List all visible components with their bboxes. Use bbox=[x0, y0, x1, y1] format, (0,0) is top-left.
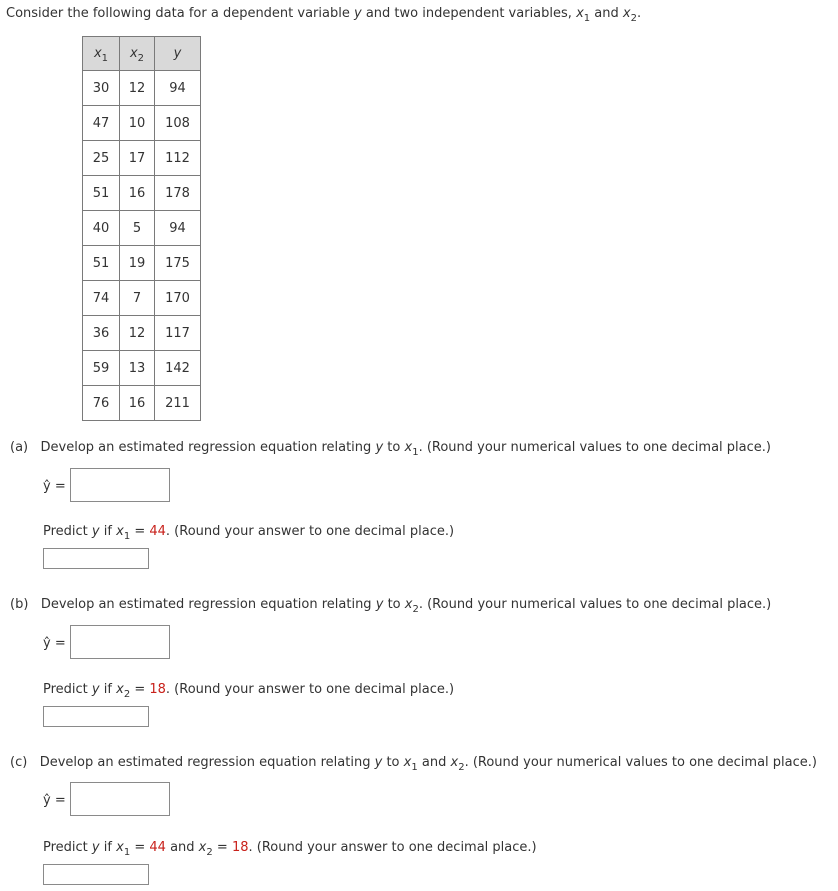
header-x2: $x_2$ bbox=[120, 37, 155, 71]
part-c-prediction-input[interactable] bbox=[43, 864, 149, 885]
cell-x2: 16 bbox=[120, 386, 155, 421]
part-a-prediction-input[interactable] bbox=[43, 548, 149, 569]
cell-y: 94 bbox=[155, 71, 201, 106]
cell-x1: 51 bbox=[83, 246, 120, 281]
table-row bbox=[83, 281, 201, 316]
table-row bbox=[83, 176, 201, 211]
cell-y: 94 bbox=[155, 211, 201, 246]
cell-x1: 74 bbox=[83, 281, 120, 316]
part-c-question: (c) Develop an estimated regression equation relating y to $x_1$ and $x_2$. (Round your numerical values to one decimal place.) bbox=[10, 755, 817, 773]
part-b-question: (b) Develop an estimated regression equation relating y to $x_2$. (Round your numerical values to one decimal place.) bbox=[10, 597, 772, 615]
header-y: y bbox=[155, 37, 201, 71]
table-row bbox=[83, 351, 201, 386]
cell-x2: 17 bbox=[120, 141, 155, 176]
cell-y: 117 bbox=[155, 316, 201, 351]
cell-x2: 12 bbox=[120, 71, 155, 106]
table-row bbox=[83, 386, 201, 421]
part-a-predict-text: Predict y if $x_1 = 44$. (Round your answer to one decimal place.) bbox=[43, 524, 455, 542]
cell-y: 112 bbox=[155, 141, 201, 176]
cell-y: 170 bbox=[155, 281, 201, 316]
cell-y: 108 bbox=[155, 106, 201, 141]
cell-x1: 30 bbox=[83, 71, 120, 106]
header-x1: $x_1$ bbox=[83, 37, 120, 71]
table-row bbox=[83, 316, 201, 351]
problem-intro: Consider the following data for a dependent variable y and two independent variables, $x_1$ and $x_2$. bbox=[6, 6, 642, 24]
part-b-equation-input[interactable] bbox=[70, 625, 170, 659]
data-table bbox=[82, 36, 201, 421]
part-a-yhat-label: ŷ = bbox=[43, 479, 66, 494]
part-c-predict-text: Predict y if $x_1 = 44$ and $x_2 = 18$. (Round your answer to one decimal place.) bbox=[43, 840, 537, 858]
part-b-prediction-input[interactable] bbox=[43, 706, 149, 727]
part-a-equation-input[interactable] bbox=[70, 468, 170, 502]
cell-x2: 7 bbox=[120, 281, 155, 316]
cell-x1: 47 bbox=[83, 106, 120, 141]
table-row bbox=[83, 246, 201, 281]
cell-x2: 12 bbox=[120, 316, 155, 351]
cell-y: 211 bbox=[155, 386, 201, 421]
cell-x1: 76 bbox=[83, 386, 120, 421]
part-a-question: (a) Develop an estimated regression equation relating y to $x_1$. (Round your numerical values to one decimal place.) bbox=[10, 440, 771, 458]
cell-x1: 40 bbox=[83, 211, 120, 246]
cell-x1: 51 bbox=[83, 176, 120, 211]
cell-y: 142 bbox=[155, 351, 201, 386]
table-header-row bbox=[83, 37, 201, 71]
part-b-predict-text: Predict y if $x_2 = 18$. (Round your answer to one decimal place.) bbox=[43, 682, 455, 700]
part-c-yhat-label: ŷ = bbox=[43, 793, 66, 808]
cell-x2: 13 bbox=[120, 351, 155, 386]
cell-y: 175 bbox=[155, 246, 201, 281]
cell-x2: 16 bbox=[120, 176, 155, 211]
part-b-yhat-label: ŷ = bbox=[43, 636, 66, 651]
table-row bbox=[83, 211, 201, 246]
cell-x2: 5 bbox=[120, 211, 155, 246]
cell-x2: 10 bbox=[120, 106, 155, 141]
cell-x1: 25 bbox=[83, 141, 120, 176]
cell-x1: 59 bbox=[83, 351, 120, 386]
cell-x2: 19 bbox=[120, 246, 155, 281]
table-row bbox=[83, 106, 201, 141]
cell-y: 178 bbox=[155, 176, 201, 211]
table-row bbox=[83, 141, 201, 176]
part-c-equation-input[interactable] bbox=[70, 782, 170, 816]
cell-x1: 36 bbox=[83, 316, 120, 351]
table-row bbox=[83, 71, 201, 106]
